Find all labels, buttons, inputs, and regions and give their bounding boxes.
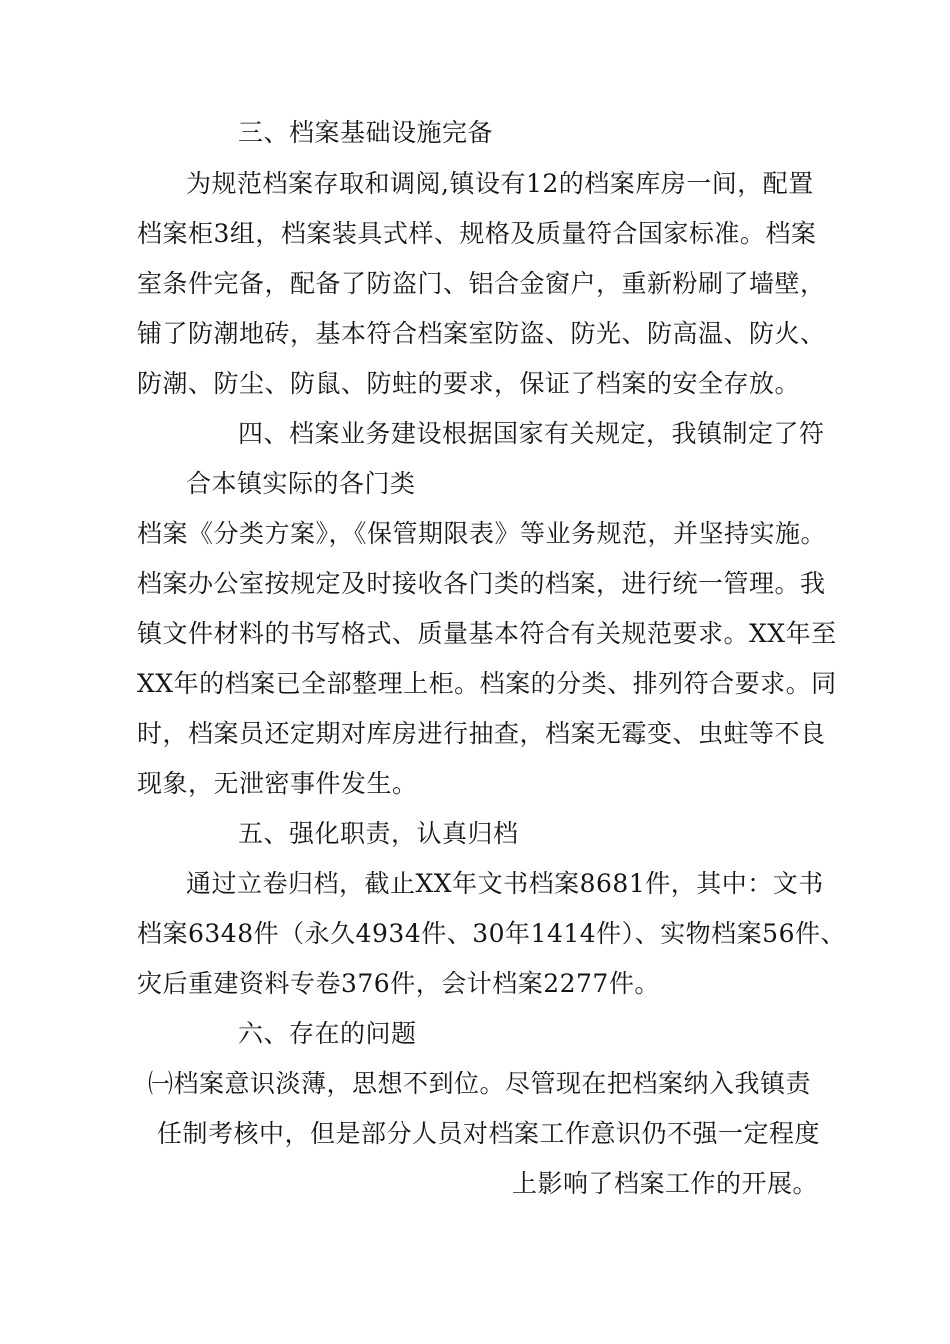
paragraph-4-line-4: XX年的档案已全部整理上柜。档案的分类、排列符合要求。同 bbox=[137, 669, 837, 698]
paragraph-5-line-1: 通过立卷归档，截止XX年文书档案8681件，其中：文书 bbox=[186, 869, 824, 898]
paragraph-3-line-5: 防潮、防尘、防鼠、防蛀的要求，保证了档案的安全存放。 bbox=[137, 369, 801, 398]
heading-6: 六、存在的问题 bbox=[238, 1019, 417, 1048]
paragraph-3-line-4: 铺了防潮地砖，基本符合档案室防盗、防光、防高温、防火、 bbox=[137, 319, 826, 348]
paragraph-4-line-2: 档案办公室按规定及时接收各门类的档案，进行统一管理。我 bbox=[137, 569, 826, 598]
heading-3: 三、档案基础设施完备 bbox=[238, 118, 494, 147]
paragraph-3-line-1: 为规范档案存取和调阅,镇设有12的档案库房一间，配置 bbox=[186, 169, 814, 198]
paragraph-5-line-2: 档案6348件（永久4934件、30年1414件）、实物档案56件、 bbox=[137, 919, 846, 948]
paragraph-4-line-1: 档案《分类方案》，《保管期限表》等业务规范，并坚持实施。 bbox=[137, 519, 827, 548]
heading-4: 四、档案业务建设根据国家有关规定，我镇制定了符 bbox=[238, 419, 825, 448]
paragraph-4-line-5: 时，档案员还定期对库房进行抽查，档案无霉变、虫蛀等不良 bbox=[137, 719, 826, 748]
issue-1-line-3: 上影响了档案工作的开展。 bbox=[512, 1169, 819, 1198]
heading-5: 五、强化职责，认真归档 bbox=[238, 819, 519, 848]
paragraph-4-line-3: 镇文件材料的书写格式、质量基本符合有关规范要求。XX年至 bbox=[137, 619, 837, 648]
issue-1-line-2: 任制考核中，但是部分人员对档案工作意识仍不强一定程度 bbox=[157, 1119, 821, 1148]
issue-1-line-1: ㈠档案意识淡薄，思想不到位。尽管现在把档案纳入我镇责 bbox=[148, 1069, 812, 1098]
heading-4-continuation: 合本镇实际的各门类 bbox=[186, 469, 416, 498]
paragraph-3-line-2: 档案柜3组，档案装具式样、规格及质量符合国家标准。档案 bbox=[137, 219, 817, 248]
paragraph-3-line-3: 室条件完备，配备了防盗门、铝合金窗户，重新粉刷了墙壁， bbox=[137, 269, 826, 298]
paragraph-4-line-6: 现象，无泄密事件发生。 bbox=[137, 769, 418, 798]
paragraph-5-line-3: 灾后重建资料专卷376件，会计档案2277件。 bbox=[137, 969, 660, 998]
